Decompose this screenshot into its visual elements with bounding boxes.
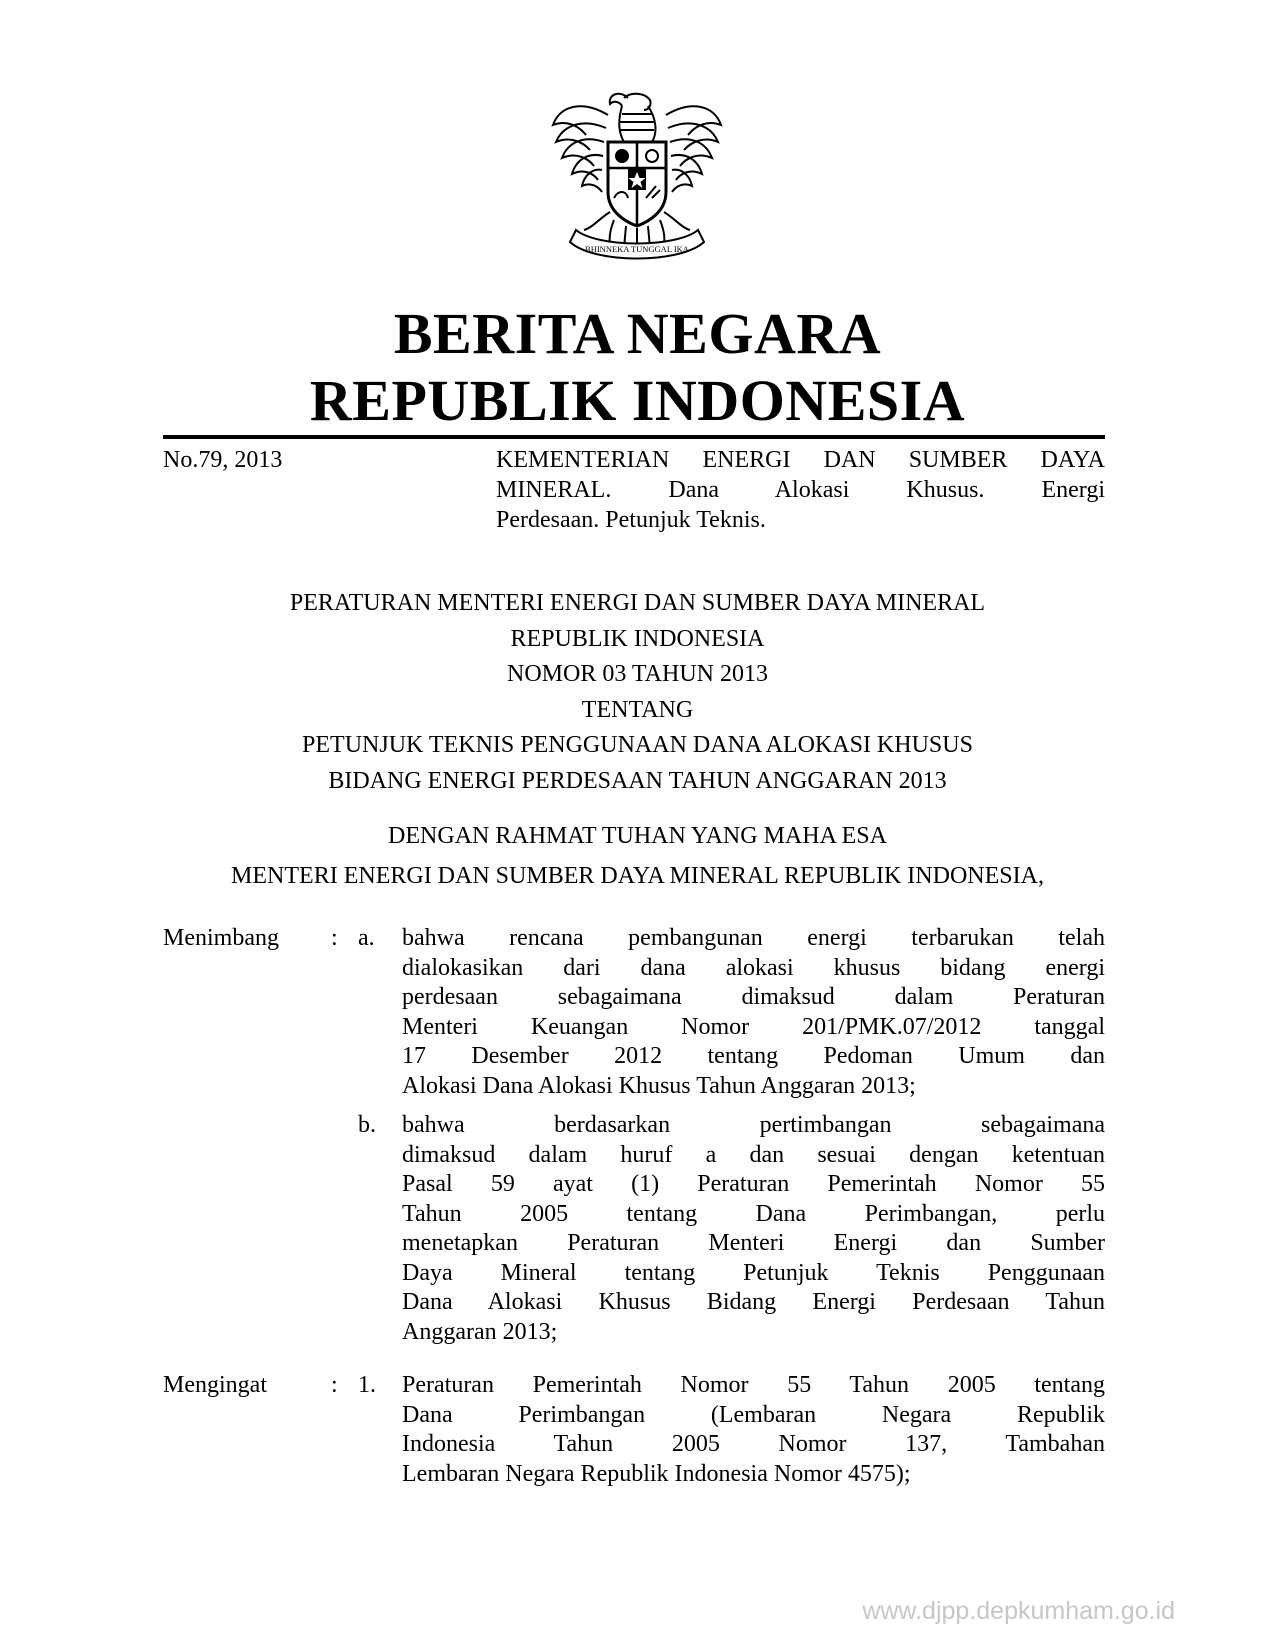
item-line: Lembaran Negara Republik Indonesia Nomor 4575); bbox=[402, 1460, 911, 1487]
opening-line: MENTERI ENERGI DAN SUMBER DAYA MINERAL REPUBLIK INDONESIA, bbox=[231, 863, 1044, 889]
menimbang-label: Menimbang bbox=[163, 925, 279, 951]
opening-statement bbox=[0, 816, 1275, 896]
item-text bbox=[402, 1371, 1105, 1489]
item-line: bahwa berdasarkan pertimbangan sebagaimana bbox=[402, 1112, 1105, 1138]
item-line: menetapkan Peraturan Menteri Energi dan Sumber bbox=[402, 1230, 1105, 1256]
item-text bbox=[402, 924, 1105, 1101]
regulation-heading bbox=[0, 586, 1275, 799]
item-line: Indonesia Tahun 2005 Nomor 137, Tambahan bbox=[402, 1431, 1105, 1457]
item-line: dimaksud dalam huruf a dan sesuai dengan ketentuan bbox=[402, 1141, 1105, 1168]
menimbang-colon: : bbox=[331, 925, 338, 951]
subject-line: Perdesaan. Petunjuk Teknis. bbox=[496, 507, 766, 533]
item-line: Daya Mineral tentang Petunjuk Teknis Penggunaan bbox=[402, 1259, 1105, 1286]
item-line: Peraturan Pemerintah Nomor 55 Tahun 2005 tentang bbox=[402, 1372, 1105, 1398]
item-line: Anggaran 2013; bbox=[402, 1318, 558, 1345]
regulation-heading-line: TENTANG bbox=[581, 696, 694, 723]
regulation-heading-line: NOMOR 03 TAHUN 2013 bbox=[507, 661, 768, 687]
emblem-motto: BHINNEKA TUNGGAL IKA bbox=[585, 244, 689, 254]
item-line: perdesaan sebagaimana dimaksud dalam Peraturan bbox=[402, 984, 1105, 1010]
gazette-number: No.79, 2013 bbox=[163, 447, 283, 473]
item-marker: a. bbox=[358, 925, 375, 951]
subject-line: KEMENTERIAN ENERGI DAN SUMBER DAYA bbox=[496, 447, 1105, 473]
item-line: Pasal 59 ayat (1) Peraturan Pemerintah Nomor 55 bbox=[402, 1171, 1105, 1197]
garuda-emblem-icon bbox=[548, 80, 726, 280]
gazette-title-line1: BERITA NEGARA bbox=[393, 301, 882, 366]
item-marker: b. bbox=[358, 1112, 376, 1138]
item-line: Dana Perimbangan (Lembaran Negara Republik bbox=[402, 1401, 1105, 1428]
regulation-heading-line: PETUNJUK TEKNIS PENGGUNAAN DANA ALOKASI KHUSUS bbox=[302, 732, 973, 758]
regulation-heading-line: BIDANG ENERGI PERDESAAN TAHUN ANGGARAN 2013 bbox=[328, 767, 947, 794]
gazette-subject bbox=[496, 445, 1105, 535]
header-divider bbox=[163, 435, 1105, 439]
item-line: Alokasi Dana Alokasi Khusus Tahun Anggaran 2013; bbox=[402, 1072, 916, 1099]
item-line: Menteri Keuangan Nomor 201/PMK.07/2012 tanggal bbox=[402, 1013, 1105, 1040]
opening-line: DENGAN RAHMAT TUHAN YANG MAHA ESA bbox=[388, 823, 887, 849]
item-text bbox=[402, 1111, 1105, 1347]
item-line: 17 Desember 2012 tentang Pedoman Umum dan bbox=[402, 1043, 1105, 1069]
regulation-heading-line: REPUBLIK INDONESIA bbox=[510, 625, 765, 652]
item-line: dialokasikan dari dana alokasi khusus bidang energi bbox=[402, 954, 1105, 981]
mengingat-label: Mengingat bbox=[163, 1372, 267, 1398]
item-line: Dana Alokasi Khusus Bidang Energi Perdesaan Tahun bbox=[402, 1289, 1105, 1315]
regulation-heading-line: PERATURAN MENTERI ENERGI DAN SUMBER DAYA MINERAL bbox=[289, 590, 986, 616]
item-line: Tahun 2005 tentang Dana Perimbangan, perlu bbox=[402, 1200, 1105, 1227]
mengingat-colon: : bbox=[331, 1372, 338, 1398]
item-line: bahwa rencana pembangunan energi terbarukan telah bbox=[402, 925, 1105, 951]
item-marker: 1. bbox=[358, 1372, 376, 1398]
gazette-title-line2: REPUBLIK INDONESIA bbox=[309, 368, 966, 433]
website-watermark: www.djpp.depkumham.go.id bbox=[862, 1597, 1175, 1625]
subject-line: MINERAL. Dana Alokasi Khusus. Energi bbox=[496, 477, 1105, 503]
